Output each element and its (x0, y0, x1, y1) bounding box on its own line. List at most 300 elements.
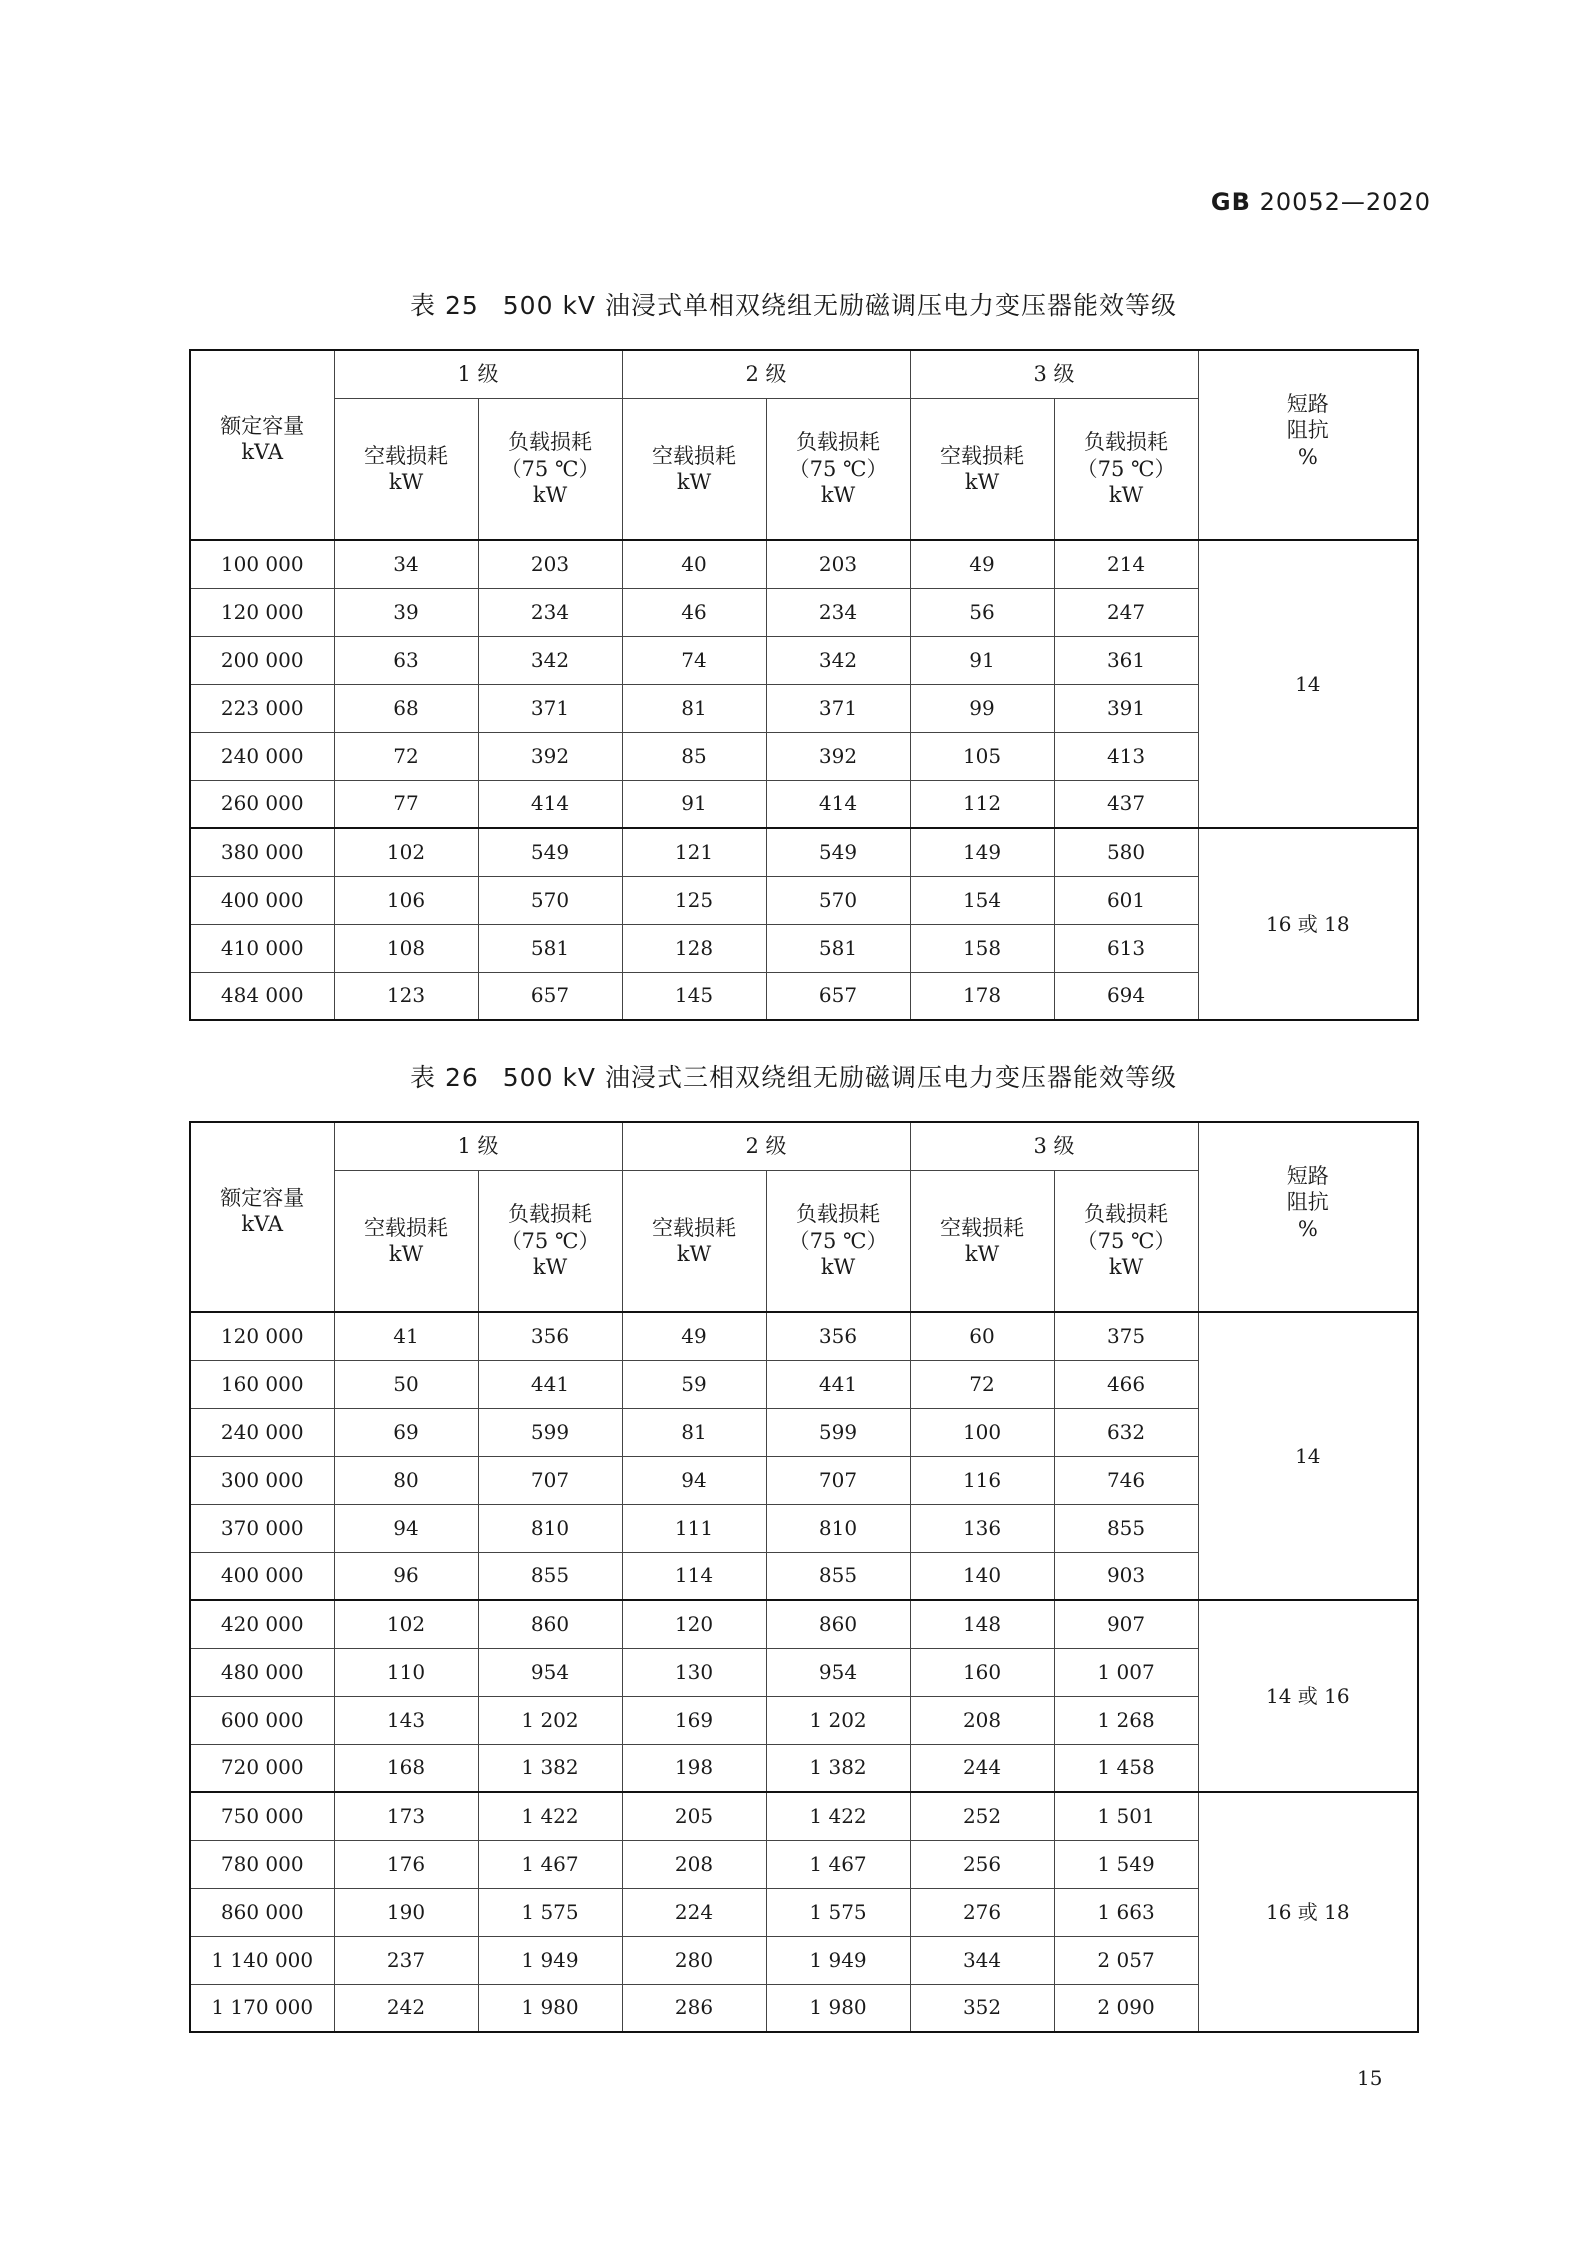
capacity-cell (190, 1552, 334, 1600)
load-loss-header (1054, 398, 1198, 540)
loss-value: 437 (1106, 791, 1146, 816)
value-cell (334, 1984, 478, 2032)
load-loss-header (766, 398, 910, 540)
loss-value: 414 (530, 791, 570, 816)
noload-loss-header (910, 398, 1054, 540)
load-loss-label: 负载损耗 (1084, 430, 1169, 455)
capacity-cell (190, 588, 334, 636)
value-cell (478, 1504, 622, 1552)
value-cell (766, 1600, 910, 1648)
loss-value: 242 (386, 1995, 426, 2020)
loss-value: 1 575 (809, 1899, 867, 1924)
capacity-value: 480 000 (220, 1659, 304, 1684)
noload-loss-unit: kW (388, 1241, 424, 1266)
loss-value: 69 (393, 1419, 419, 1444)
capacity-value: 860 000 (220, 1899, 304, 1924)
capacity-value: 380 000 (220, 839, 304, 864)
capacity-cell (190, 732, 334, 780)
value-cell (622, 1648, 766, 1696)
loss-value: 80 (393, 1467, 419, 1492)
loss-value: 214 (1106, 551, 1146, 576)
value-cell (910, 1840, 1054, 1888)
capacity-header-unit: kVA (241, 1212, 284, 1237)
loss-value: 954 (530, 1659, 570, 1684)
value-cell (910, 1888, 1054, 1936)
load-loss-unit: kW (1108, 1254, 1144, 1279)
capacity-cell (190, 1456, 334, 1504)
loss-value: 1 501 (1097, 1803, 1155, 1828)
loss-value: 375 (1106, 1323, 1146, 1348)
value-cell (766, 924, 910, 972)
grade-header-label: 1 级 (457, 1134, 499, 1159)
value-cell (622, 1456, 766, 1504)
value-cell (478, 1648, 622, 1696)
loss-value: 224 (674, 1899, 714, 1924)
loss-value: 74 (681, 647, 707, 672)
impedance-header-label: 阻抗 (1286, 418, 1329, 443)
table-25-title: 500 kV 油浸式单相双绕组无励磁调压电力变压器能效等级 (502, 291, 1177, 320)
value-cell (334, 828, 478, 876)
noload-loss-label: 空载损耗 (364, 443, 448, 468)
table-row (190, 540, 1418, 588)
loss-value: 599 (818, 1419, 858, 1444)
loss-value: 68 (393, 695, 419, 720)
loss-value: 391 (1106, 695, 1146, 720)
value-cell (622, 924, 766, 972)
loss-value: 342 (530, 647, 570, 672)
value-cell (910, 972, 1054, 1020)
value-cell (334, 1936, 478, 1984)
capacity-cell (190, 828, 334, 876)
loss-value: 205 (674, 1803, 714, 1828)
loss-value: 114 (674, 1563, 714, 1588)
loss-value: 414 (818, 791, 858, 816)
loss-value: 860 (818, 1611, 858, 1636)
impedance-value: 14 (1295, 1443, 1321, 1468)
loss-value: 94 (681, 1467, 707, 1492)
value-cell (1054, 1600, 1198, 1648)
value-cell (766, 876, 910, 924)
loss-value: 361 (1106, 647, 1146, 672)
capacity-value: 240 000 (220, 743, 304, 768)
value-cell (910, 876, 1054, 924)
grade-header (622, 1122, 910, 1170)
loss-value: 105 (962, 743, 1002, 768)
loss-value: 657 (530, 983, 570, 1008)
loss-value: 256 (962, 1851, 1002, 1876)
value-cell (622, 636, 766, 684)
value-cell (1054, 540, 1198, 588)
value-cell (766, 1936, 910, 1984)
load-loss-temperature: （75 ℃） (500, 1228, 600, 1253)
capacity-header-label: 额定容量 (220, 1186, 305, 1210)
loss-value: 356 (530, 1323, 570, 1348)
loss-value: 77 (393, 791, 419, 816)
value-cell (478, 540, 622, 588)
loss-value: 40 (681, 551, 707, 576)
loss-value: 581 (818, 935, 858, 960)
loss-value: 903 (1106, 1563, 1146, 1588)
capacity-value: 260 000 (220, 791, 304, 816)
grade-header-label: 2 级 (745, 362, 787, 387)
loss-value: 110 (386, 1659, 426, 1684)
value-cell (910, 828, 1054, 876)
loss-value: 56 (969, 599, 995, 624)
loss-value: 173 (386, 1803, 426, 1828)
loss-value: 190 (386, 1899, 426, 1924)
value-cell (1054, 828, 1198, 876)
load-loss-label: 负载损耗 (508, 1202, 592, 1227)
loss-value: 99 (969, 695, 995, 720)
load-loss-label: 负载损耗 (508, 430, 592, 455)
grade-header (910, 1122, 1198, 1170)
loss-value: 441 (530, 1371, 570, 1396)
capacity-cell (190, 684, 334, 732)
table-row (190, 1792, 1418, 1840)
loss-value: 280 (674, 1947, 714, 1972)
table-row (190, 828, 1418, 876)
load-loss-unit: kW (532, 1254, 568, 1279)
capacity-value: 410 000 (220, 935, 304, 960)
capacity-value: 1 170 000 (211, 1995, 314, 2020)
capacity-value: 720 000 (220, 1755, 304, 1780)
value-cell (910, 1648, 1054, 1696)
capacity-header (190, 1122, 334, 1312)
loss-value: 85 (681, 743, 707, 768)
loss-value: 203 (530, 551, 570, 576)
value-cell (1054, 684, 1198, 732)
loss-value: 125 (674, 887, 714, 912)
loss-value: 1 949 (809, 1947, 867, 1972)
header-row-grades (190, 1122, 1418, 1170)
value-cell (334, 588, 478, 636)
loss-value: 252 (962, 1803, 1002, 1828)
value-cell (622, 1792, 766, 1840)
loss-value: 121 (674, 839, 714, 864)
capacity-header-label: 额定容量 (220, 414, 305, 438)
noload-loss-unit: kW (964, 469, 1000, 494)
loss-value: 247 (1106, 599, 1146, 624)
table-25-caption (0, 286, 1587, 322)
capacity-value: 120 000 (220, 599, 304, 624)
value-cell (766, 1744, 910, 1792)
value-cell (1054, 876, 1198, 924)
capacity-cell (190, 876, 334, 924)
loss-value: 342 (818, 647, 858, 672)
impedance-cell (1198, 828, 1418, 1020)
value-cell (478, 1984, 622, 2032)
load-loss-header (478, 1170, 622, 1312)
value-cell (910, 1744, 1054, 1792)
loss-value: 855 (530, 1563, 570, 1588)
loss-value: 657 (818, 983, 858, 1008)
value-cell (622, 1696, 766, 1744)
value-cell (1054, 924, 1198, 972)
loss-value: 855 (818, 1563, 858, 1588)
value-cell (1054, 1648, 1198, 1696)
loss-value: 694 (1106, 983, 1146, 1008)
loss-value: 130 (674, 1659, 714, 1684)
value-cell (766, 780, 910, 828)
table-26-number: 表 26 (410, 1063, 479, 1092)
value-cell (1054, 972, 1198, 1020)
value-cell (1054, 1408, 1198, 1456)
loss-value: 855 (1106, 1515, 1146, 1540)
value-cell (766, 684, 910, 732)
value-cell (766, 1984, 910, 2032)
capacity-value: 420 000 (220, 1611, 304, 1636)
loss-value: 581 (530, 935, 570, 960)
loss-value: 49 (681, 1323, 707, 1348)
impedance-cell (1198, 540, 1418, 828)
value-cell (910, 1504, 1054, 1552)
loss-value: 81 (681, 1419, 707, 1444)
load-loss-unit: kW (532, 482, 568, 507)
loss-value: 94 (393, 1515, 419, 1540)
grade-header (622, 350, 910, 398)
noload-loss-label: 空载损耗 (940, 443, 1025, 468)
loss-value: 143 (386, 1707, 426, 1732)
loss-value: 208 (674, 1851, 714, 1876)
grade-header (334, 350, 622, 398)
loss-value: 570 (530, 887, 570, 912)
loss-value: 1 268 (1097, 1707, 1155, 1732)
loss-value: 810 (818, 1515, 858, 1540)
value-cell (478, 1696, 622, 1744)
capacity-value: 370 000 (220, 1515, 304, 1540)
capacity-value: 750 000 (220, 1803, 304, 1828)
loss-value: 810 (530, 1515, 570, 1540)
value-cell (1054, 732, 1198, 780)
value-cell (478, 972, 622, 1020)
grade-header (334, 1122, 622, 1170)
value-cell (910, 732, 1054, 780)
value-cell (478, 1312, 622, 1360)
value-cell (766, 1888, 910, 1936)
value-cell (622, 876, 766, 924)
value-cell (478, 732, 622, 780)
value-cell (766, 588, 910, 636)
impedance-header (1198, 350, 1418, 540)
loss-value: 746 (1106, 1467, 1146, 1492)
load-loss-unit: kW (1108, 482, 1144, 507)
value-cell (622, 684, 766, 732)
loss-value: 1 575 (521, 1899, 579, 1924)
table-row (190, 1600, 1418, 1648)
capacity-cell (190, 972, 334, 1020)
value-cell (1054, 636, 1198, 684)
impedance-value: 16 或 18 (1265, 1899, 1350, 1924)
impedance-header (1198, 1122, 1418, 1312)
loss-value: 106 (386, 887, 426, 912)
capacity-cell (190, 1600, 334, 1648)
loss-value: 128 (674, 935, 714, 960)
loss-value: 49 (969, 551, 995, 576)
loss-value: 276 (962, 1899, 1002, 1924)
loss-value: 1 467 (521, 1851, 579, 1876)
impedance-header-unit: % (1297, 444, 1318, 469)
loss-value: 50 (393, 1371, 419, 1396)
value-cell (1054, 1360, 1198, 1408)
value-cell (766, 972, 910, 1020)
standard-code-prefix: GB (1210, 188, 1251, 216)
loss-value: 102 (386, 1611, 426, 1636)
noload-loss-unit: kW (388, 469, 424, 494)
load-loss-label: 负载损耗 (1084, 1202, 1169, 1227)
value-cell (478, 1360, 622, 1408)
value-cell (766, 1840, 910, 1888)
load-loss-temperature: （75 ℃） (788, 1228, 888, 1253)
loss-value: 392 (530, 743, 570, 768)
impedance-header-label: 阻抗 (1286, 1190, 1329, 1215)
value-cell (334, 540, 478, 588)
value-cell (910, 1360, 1054, 1408)
value-cell (1054, 1792, 1198, 1840)
capacity-header-unit: kVA (241, 440, 284, 465)
value-cell (910, 1312, 1054, 1360)
loss-value: 120 (674, 1611, 714, 1636)
value-cell (334, 1696, 478, 1744)
value-cell (622, 732, 766, 780)
load-loss-temperature: （75 ℃） (788, 456, 888, 481)
loss-value: 244 (962, 1755, 1002, 1780)
table-25-number: 表 25 (410, 291, 479, 320)
loss-value: 466 (1106, 1371, 1146, 1396)
value-cell (478, 1600, 622, 1648)
capacity-cell (190, 540, 334, 588)
value-cell (478, 828, 622, 876)
noload-loss-unit: kW (676, 469, 712, 494)
capacity-value: 200 000 (220, 647, 304, 672)
load-loss-header (1054, 1170, 1198, 1312)
loss-value: 352 (962, 1995, 1002, 2020)
value-cell (910, 1456, 1054, 1504)
value-cell (766, 1696, 910, 1744)
noload-loss-unit: kW (964, 1241, 1000, 1266)
value-cell (910, 1936, 1054, 1984)
loss-value: 1 663 (1097, 1899, 1155, 1924)
loss-value: 176 (386, 1851, 426, 1876)
loss-value: 601 (1106, 887, 1146, 912)
value-cell (622, 1312, 766, 1360)
loss-value: 39 (393, 599, 419, 624)
loss-value: 599 (530, 1419, 570, 1444)
value-cell (766, 636, 910, 684)
loss-value: 140 (962, 1563, 1002, 1588)
loss-value: 59 (681, 1371, 707, 1396)
capacity-cell (190, 636, 334, 684)
table-26-title: 500 kV 油浸式三相双绕组无励磁调压电力变压器能效等级 (502, 1063, 1177, 1092)
value-cell (766, 1408, 910, 1456)
loss-value: 2 090 (1097, 1995, 1155, 2020)
loss-value: 145 (674, 983, 714, 1008)
value-cell (766, 1552, 910, 1600)
value-cell (334, 1408, 478, 1456)
value-cell (334, 1552, 478, 1600)
standard-code (1211, 188, 1431, 216)
loss-value: 1 458 (1097, 1755, 1155, 1780)
loss-value: 148 (962, 1611, 1002, 1636)
noload-loss-unit: kW (676, 1241, 712, 1266)
loss-value: 72 (969, 1371, 995, 1396)
value-cell (1054, 780, 1198, 828)
loss-value: 286 (674, 1995, 714, 2020)
noload-loss-header (622, 398, 766, 540)
value-cell (910, 1552, 1054, 1600)
value-cell (910, 924, 1054, 972)
loss-value: 203 (818, 551, 858, 576)
value-cell (1054, 1936, 1198, 1984)
value-cell (622, 828, 766, 876)
table-26 (189, 1121, 1419, 2033)
capacity-cell (190, 1408, 334, 1456)
loss-value: 111 (674, 1515, 714, 1540)
value-cell (622, 540, 766, 588)
value-cell (334, 924, 478, 972)
loss-value: 149 (962, 839, 1002, 864)
capacity-cell (190, 1504, 334, 1552)
grade-header-label: 3 级 (1033, 362, 1075, 387)
loss-value: 580 (1106, 839, 1146, 864)
loss-value: 102 (386, 839, 426, 864)
noload-loss-header (334, 1170, 478, 1312)
value-cell (622, 1600, 766, 1648)
loss-value: 632 (1106, 1419, 1146, 1444)
loss-value: 116 (962, 1467, 1002, 1492)
loss-value: 549 (818, 839, 858, 864)
value-cell (478, 636, 622, 684)
capacity-cell (190, 1936, 334, 1984)
capacity-cell (190, 1648, 334, 1696)
header-row-grades (190, 350, 1418, 398)
capacity-cell (190, 780, 334, 828)
loss-value: 198 (674, 1755, 714, 1780)
loss-value: 1 202 (809, 1707, 867, 1732)
noload-loss-header (334, 398, 478, 540)
load-loss-unit: kW (820, 482, 856, 507)
standard-code-number: 20052—2020 (1259, 188, 1431, 216)
loss-value: 1 467 (809, 1851, 867, 1876)
load-loss-unit: kW (820, 1254, 856, 1279)
value-cell (622, 1840, 766, 1888)
capacity-cell (190, 1888, 334, 1936)
capacity-value: 300 000 (220, 1467, 304, 1492)
value-cell (622, 1360, 766, 1408)
value-cell (1054, 1696, 1198, 1744)
loss-value: 234 (530, 599, 570, 624)
loss-value: 169 (674, 1707, 714, 1732)
loss-value: 72 (393, 743, 419, 768)
loss-value: 707 (818, 1467, 858, 1492)
value-cell (910, 1696, 1054, 1744)
value-cell (766, 1504, 910, 1552)
loss-value: 41 (393, 1323, 419, 1348)
value-cell (622, 1888, 766, 1936)
loss-value: 34 (393, 551, 419, 576)
loss-value: 413 (1106, 743, 1146, 768)
capacity-cell (190, 1792, 334, 1840)
loss-value: 707 (530, 1467, 570, 1492)
loss-value: 168 (386, 1755, 426, 1780)
value-cell (910, 1984, 1054, 2032)
loss-value: 160 (962, 1659, 1002, 1684)
loss-value: 1 422 (521, 1803, 579, 1828)
value-cell (334, 1792, 478, 1840)
value-cell (478, 924, 622, 972)
capacity-cell (190, 1696, 334, 1744)
loss-value: 158 (962, 935, 1002, 960)
loss-value: 96 (393, 1563, 419, 1588)
